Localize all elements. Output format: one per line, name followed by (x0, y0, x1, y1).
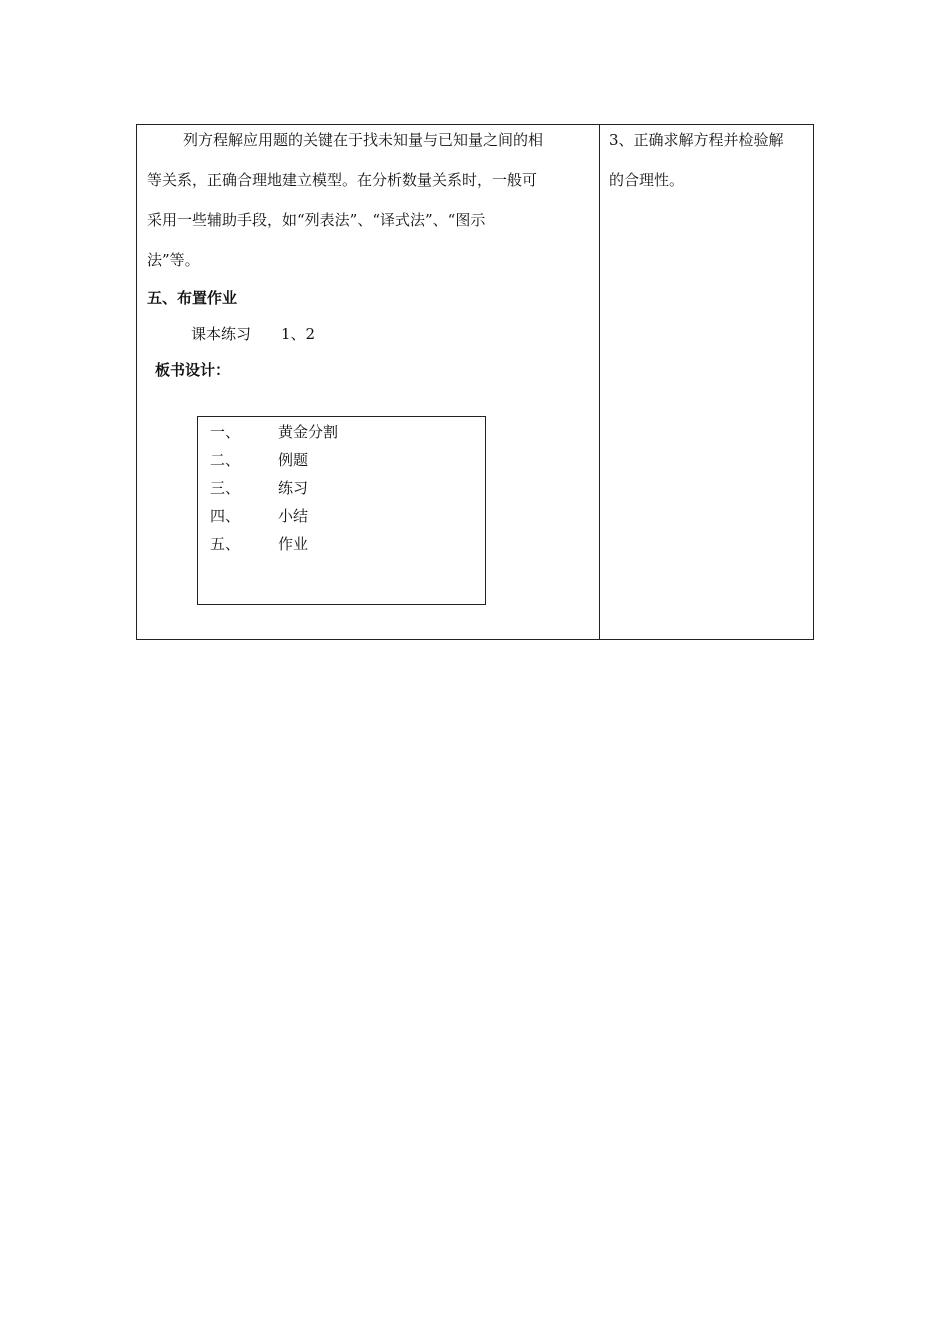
board-design-heading: 板书设计： (155, 361, 231, 379)
board-item-number: 二、 (210, 451, 241, 469)
board-item-text: 例题 (278, 451, 309, 469)
paragraph-line-3: 采用一些辅助手段，如“列表法”、“译式法”、“图示 (147, 211, 486, 229)
board-item (210, 450, 308, 470)
column-divider (599, 125, 600, 639)
objective-line-2: 的合理性。 (609, 171, 685, 189)
homework-text: 课本练习 1、2 (191, 325, 316, 343)
board-item-number: 三、 (210, 479, 241, 497)
board-item-text: 黄金分割 (278, 423, 339, 441)
board-item-number: 一、 (210, 423, 241, 441)
section-heading-homework: 五、布置作业 (147, 289, 238, 307)
lesson-table (136, 124, 814, 640)
board-item-text: 练习 (278, 479, 309, 497)
board-item (210, 506, 308, 526)
paragraph-line-4: 法”等。 (147, 251, 200, 269)
board-item-number: 五、 (210, 535, 241, 553)
board-item-text: 作业 (278, 535, 309, 553)
objective-line-1: 3、正确求解方程并检验解 (609, 131, 784, 149)
board-design-box (197, 416, 486, 605)
board-item (210, 534, 308, 554)
board-item-number: 四、 (210, 507, 241, 525)
paragraph-line-2: 等关系，正确合理地建立模型。在分析数量关系时，一般可 (147, 171, 538, 189)
board-item (210, 422, 338, 442)
paragraph-line-1: 列方程解应用题的关键在于找未知量与已知量之间的相 (183, 131, 544, 149)
board-item (210, 478, 308, 498)
board-item-text: 小结 (278, 507, 309, 525)
